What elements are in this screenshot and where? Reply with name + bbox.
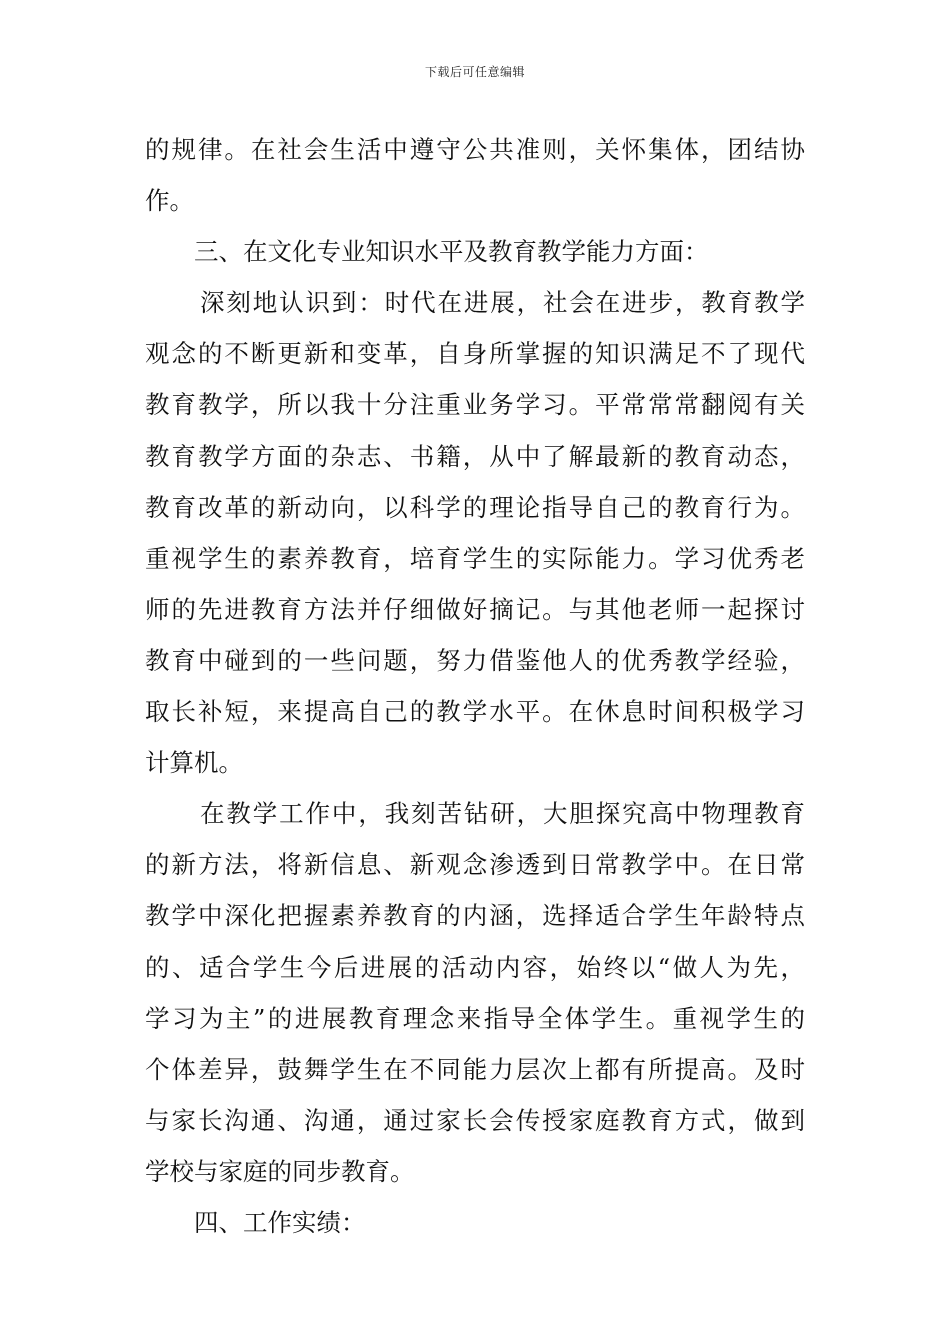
text-line: 教学中深化把握素养教育的内涵，选择适合学生年龄特点	[145, 901, 805, 931]
text-line: 教育中碰到的一些问题，努力借鉴他人的优秀教学经验，	[145, 645, 805, 675]
text-line: 与家长沟通、沟通，通过家长会传授家庭教育方式，做到	[145, 1105, 805, 1135]
text-line: 教育教学方面的杂志、书籍，从中了解最新的教育动态，	[145, 441, 805, 471]
text-line: 的规律。在社会生活中遵守公共准则，关怀集体，团结协	[145, 135, 805, 164]
text-line: 师的先进教育方法并仔细做好摘记。与其他老师一起探讨	[145, 594, 805, 624]
text-line: 计算机。	[145, 748, 243, 778]
text-line: 教育教学，所以我十分注重业务学习。平常常常翻阅有关	[145, 390, 805, 420]
section-heading: 四、工作实绩：	[194, 1207, 366, 1237]
text-line: 学习为主”的进展教育理念来指导全体学生。重视学生的	[145, 1003, 805, 1033]
page-header: 下载后可任意编辑	[424, 65, 525, 79]
text-line: 教育改革的新动向，以科学的理论指导自己的教育行为。	[145, 492, 805, 522]
text-line: 的、适合学生今后进展的活动内容，始终以“做人为先，	[145, 952, 805, 982]
text-line: 学校与家庭的同步教育。	[145, 1156, 415, 1186]
text-line: 的新方法，将新信息、新观念渗透到日常教学中。在日常	[145, 850, 805, 880]
text-line: 在教学工作中，我刻苦钻研，大胆探究高中物理教育	[200, 799, 805, 829]
text-line: 个体差异，鼓舞学生在不同能力层次上都有所提高。及时	[145, 1054, 805, 1084]
text-line: 观念的不断更新和变革，自身所掌握的知识满足不了现代	[145, 339, 805, 369]
section-heading: 三、在文化专业知识水平及教育教学能力方面：	[194, 237, 709, 267]
text-line: 取长补短，来提高自己的教学水平。在休息时间积极学习	[145, 697, 805, 727]
text-line: 重视学生的素养教育，培育学生的实际能力。学习优秀老	[145, 543, 805, 573]
document-body	[145, 124, 805, 1248]
text-line: 作。	[145, 186, 194, 216]
text-line: 深刻地认识到：时代在进展，社会在进步，教育教学	[200, 288, 805, 318]
